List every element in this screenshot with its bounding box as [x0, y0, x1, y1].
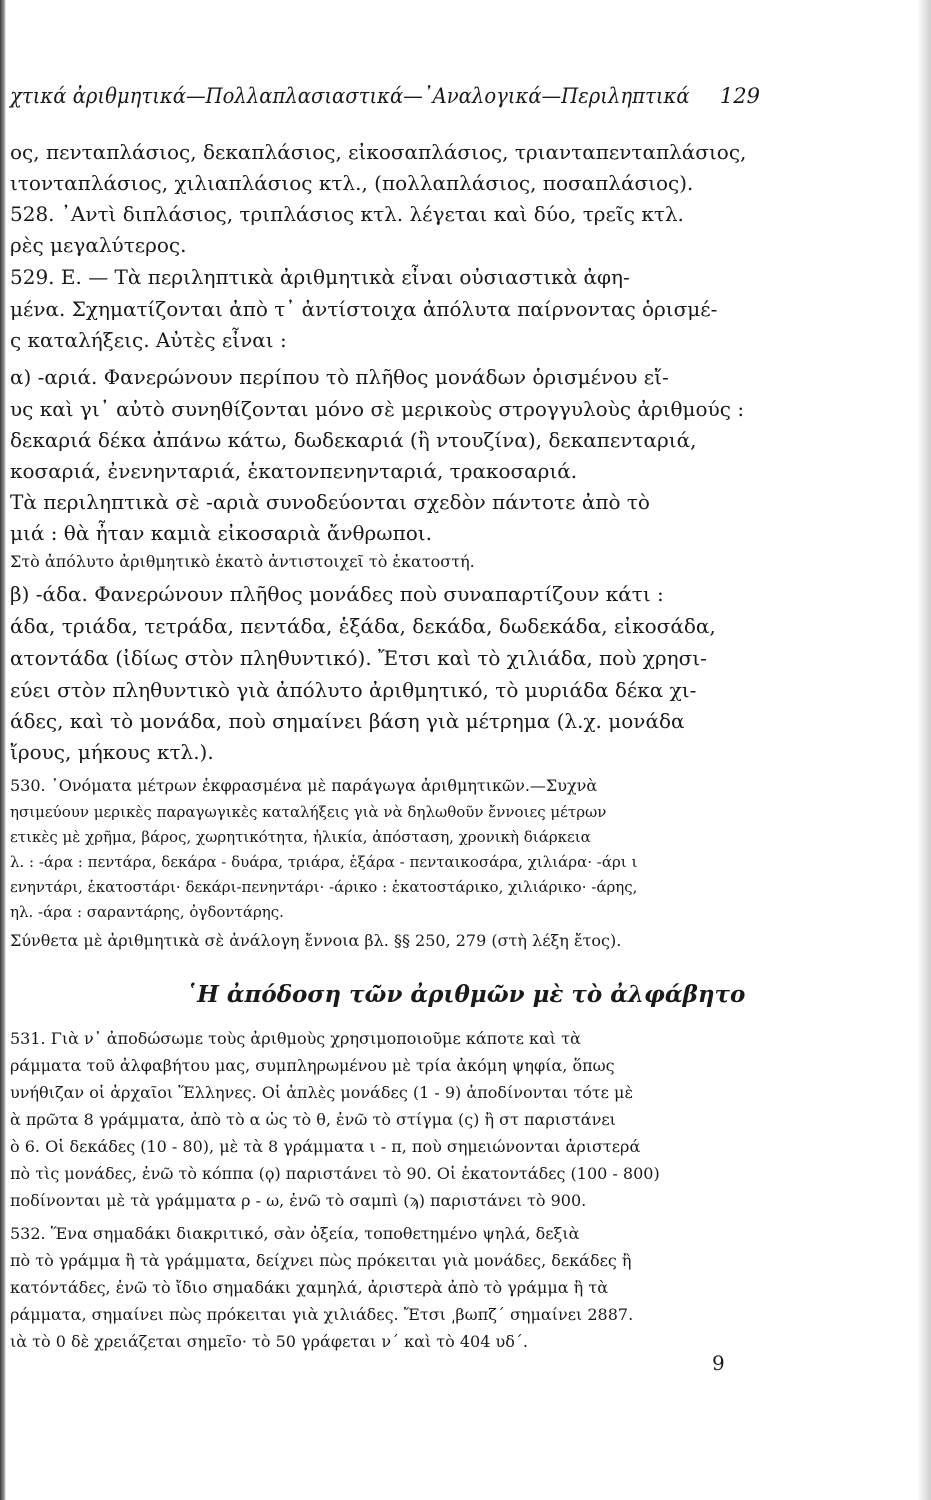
text-line: πὸ τὸ γράμμα ἢ τὰ γράμματα, δείχνει πὼς πρόκειται γιὰ μονάδες, δεκάδες ἢ: [10, 1251, 632, 1270]
page-binding-edge: [0, 0, 6, 1500]
text-line: 528. ᾿Αντὶ διπλάσιος, τριπλάσιος κτλ. λέγεται καὶ δύο, τρεῖς κτλ.: [10, 202, 684, 226]
text-line: β) -άδα. Φανερώνουν πλῆθος μονάδες ποὺ συναπαρτίζουν κάτι :: [10, 582, 664, 606]
text-line: 530. ᾿Ονόματα μέτρων ἐκφρασμένα μὲ παράγωγα ἀριθμητικῶν.—Συχνὰ: [10, 776, 598, 795]
text-line: α) -αριά. Φανερώνουν περίπου τὸ πλῆθος μονάδων ὁρισμένου εἴ-: [10, 365, 669, 389]
text-line: ποδίνονται μὲ τὰ γράμματα ρ - ω, ἐνῶ τὸ σαμπὶ (ϡ) παριστάνει τὸ 900.: [10, 1191, 587, 1210]
text-line: ἴρους, μήκους κτλ.).: [10, 740, 214, 764]
text-line: ενηντάρι, ἑκατοστάρι· δεκάρι-πενηντάρι· -άρικο : ἑκατοστάρικο, χιλιάρικο· -άρης,: [10, 878, 638, 896]
text-line: 529. Ε. — Τὰ περιληπτικὰ ἀριθμητικὰ εἶναι οὐσιαστικὰ ἀφη-: [10, 265, 630, 289]
page-number: 129: [719, 84, 760, 108]
text-line: κατόντάδες, ἐνῶ τὸ ἴδιο σημαδάκι χαμηλά, ἀριστερὰ ἀπὸ τὸ γράμμα ἢ τὰ: [10, 1278, 608, 1297]
text-line: ος, πενταπλάσιος, δεκαπλάσιος, εἰκοσαπλάσιος, τριανταπενταπλάσιος,: [10, 140, 747, 164]
text-line: ηλ. -άρα : σαραντάρης, ὀγδοντάρης.: [10, 903, 284, 921]
page-right-shadow: [917, 0, 931, 1500]
text-line: ράμματα, σημαίνει πὼς πρόκειται γιὰ χιλιάδες. Ἔτσι ͵βωπζ´ σημαίνει 2887.: [10, 1305, 634, 1324]
running-header-title: χτικά ἀριθμητικά—Πολλαπλασιαστικά—᾿Αναλογικά—Περιληπτικά: [10, 84, 690, 108]
running-header: [0, 78, 760, 114]
text-line: ιτονταπλάσιος, χιλιαπλάσιος κτλ., (πολλαπλάσιος, ποσαπλάσιος).: [10, 171, 694, 195]
text-line: υς καὶ γι᾿ αὐτὸ συνηθίζονται μόνο σὲ μερικοὺς στρογγυλοὺς ἀριθμούς :: [10, 397, 745, 421]
text-line: ιὰ τὸ 0 δὲ χρειάζεται σημεῖο· τὸ 50 γράφεται ν´ καὶ τὸ 404 υδ´.: [10, 1332, 528, 1351]
text-line: δεκαριά δέκα ἀπάνω κάτω, δωδεκαριά (ἢ ντουζίνα), δεκαπενταριά,: [10, 428, 697, 452]
text-line: 532. Ἕνα σημαδάκι διακριτικό, σὰν ὀξεία, τοποθετημένο ψηλά, δεξιὰ: [10, 1224, 580, 1243]
text-line: Στὸ ἀπόλυτο ἀριθμητικὸ ἑκατὸ ἀντιστοιχεῖ τὸ ἑκατοστή.: [10, 552, 475, 571]
text-line: ρὲς μεγαλύτερος.: [10, 233, 187, 257]
text-line: μιά : θὰ ἦταν καμιὰ εἰκοσαριὰ ἄνθρωποι.: [10, 521, 433, 545]
text-line: ετικὲς μὲ χρῆμα, βάρος, χωρητικότητα, ἡλικία, ἀπόσταση, χρονικὴ διάρκεια: [10, 828, 591, 846]
text-line: πὸ τὶς μονάδες, ἐνῶ τὸ κόππα (ϙ) παριστάνει τὸ 90. Οἱ ἑκατοντάδες (100 - 800): [10, 1164, 660, 1183]
text-line: άδα, τριάδα, τετράδα, πεντάδα, ἑξάδα, δεκάδα, δωδεκάδα, εἰκοσάδα,: [10, 614, 716, 638]
text-line: μένα. Σχηματίζονται ἀπὸ τ᾿ ἀντίστοιχα ἀπόλυτα παίρνοντας ὁρισμέ-: [10, 297, 718, 321]
signature-number: 9: [712, 1351, 725, 1375]
text-line: λ. : -άρα : πεντάρα, δεκάρα - δυάρα, τριάρα, ἑξάρα - πενταικοσάρα, χιλιάρα· -άρι ι: [10, 853, 638, 871]
text-line: ησιμεύουν μερικὲς παραγωγικὲς καταλήξεις γιὰ νὰ δηλωθοῦν ἔννοιες μέτρων: [10, 803, 607, 821]
text-line: 531. Γιὰ ν᾿ ἀποδώσωμε τοὺς ἀριθμοὺς χρησιμοποιοῦμε κάποτε καὶ τὰ: [10, 1029, 581, 1048]
text-line: ατοντάδα (ἰδίως στὸν πληθυντικό). Ἔτσι καὶ τὸ χιλιάδα, ποὺ χρησι-: [10, 646, 707, 670]
text-line: ὰ πρῶτα 8 γράμματα, ἀπὸ τὸ α ὡς τὸ θ, ἐνῶ τὸ στίγμα (ς) ἢ στ παριστάνει: [10, 1110, 616, 1129]
text-line: εύει στὸν πληθυντικὸ γιὰ ἀπόλυτο ἀριθμητικό, τὸ μυριάδα δέκα χι-: [10, 678, 697, 702]
text-line: άδες, καὶ τὸ μονάδα, ποὺ σημαίνει βάση γιὰ μέτρημα (λ.χ. μονάδα: [10, 709, 685, 733]
text-line: ράμματα τοῦ ἀλφαβήτου μας, συμπληρωμένου μὲ τρία ἀκόμη ψηφία, ὅπως: [10, 1056, 615, 1075]
text-line: ς καταλήξεις. Αὐτὲς εἶναι :: [10, 328, 287, 352]
text-line: υνήθιζαν οἱ ἀρχαῖοι Ἕλληνες. Οἱ ἁπλὲς μονάδες (1 - 9) ἀποδίνονται τότε μὲ: [10, 1083, 634, 1102]
section-title: ῾Η ἀπόδοση τῶν ἀριθμῶν μὲ τὸ ἀλφάβητο: [185, 981, 746, 1008]
text-line: κοσαριά, ἐνενηνταριά, ἑκατονπενηνταριά, τρακοσαριά.: [10, 459, 578, 483]
text-line: Τὰ περιληπτικὰ σὲ -αριὰ συνοδεύονται σχεδὸν πάντοτε ἀπὸ τὸ: [10, 490, 650, 514]
text-line: ὸ 6. Οἱ δεκάδες (10 - 80), μὲ τὰ 8 γράμματα ι - π, ποὺ σημειώνονται ἀριστερά: [10, 1137, 641, 1156]
text-line: Σύνθετα μὲ ἀριθμητικὰ σὲ ἀνάλογη ἔννοια βλ. §§ 250, 279 (στὴ λέξη ἔτος).: [10, 931, 622, 950]
